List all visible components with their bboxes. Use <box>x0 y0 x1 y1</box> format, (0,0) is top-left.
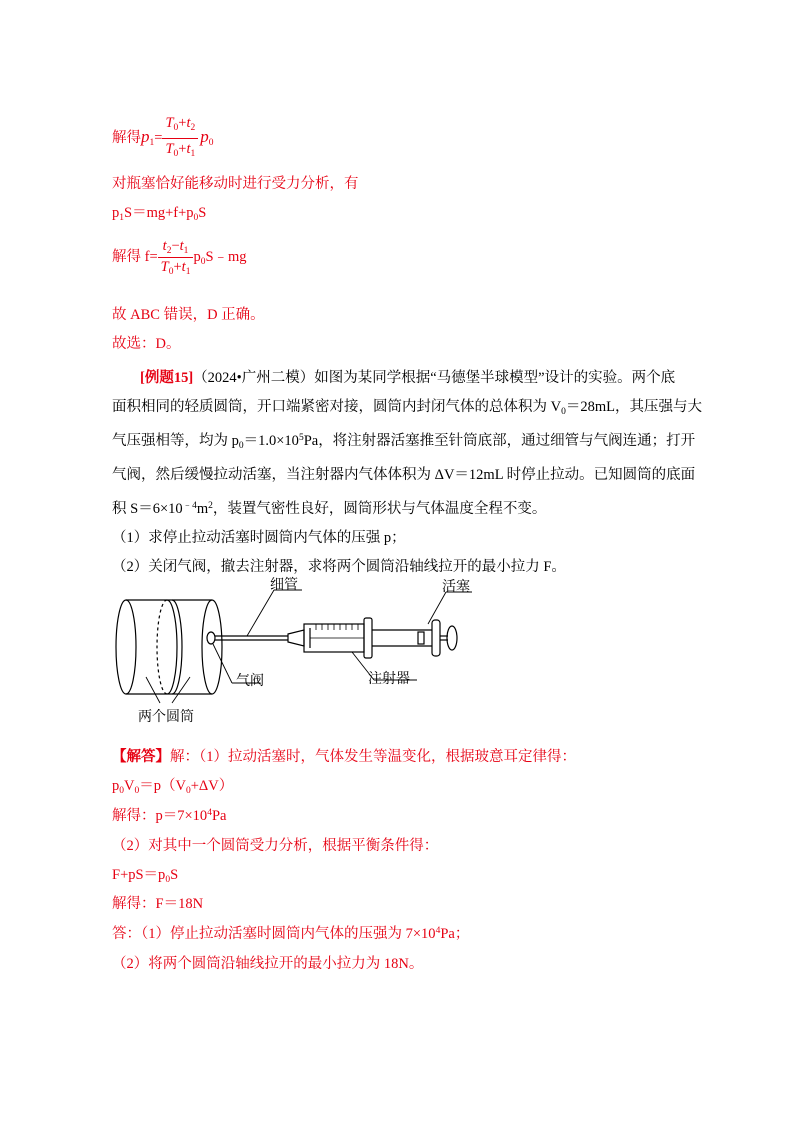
answer-result2: 解得：F＝18N <box>112 896 204 912</box>
cylinder-left-end <box>116 600 136 694</box>
text: S <box>198 205 207 221</box>
sub: 0 <box>185 786 191 796</box>
text: Pa <box>211 808 227 824</box>
text: 气压强相等，均为 p <box>112 433 239 449</box>
example-line-4: 气阀，然后缓慢拉动活塞，当注射器内气体体积为 ΔV＝12mL 时停止拉动。已知圆筒的底面 <box>112 467 696 483</box>
solution-line-conclusion: 故 ABC 错误，D 正确。 <box>112 307 265 323</box>
sup: 2 <box>208 501 213 511</box>
var-t: t <box>181 259 186 275</box>
syringe-flange <box>364 618 372 658</box>
text: p <box>112 778 120 794</box>
answer-intro <box>112 745 576 766</box>
var-p: p <box>200 126 209 146</box>
label-cylinders: 两个圆筒 <box>138 709 194 725</box>
sub: 0 <box>193 213 199 223</box>
sub: 2 <box>190 123 196 133</box>
cylinder-joint-hidden <box>157 600 167 694</box>
var-T: T <box>160 259 169 275</box>
var-t: t <box>179 238 184 254</box>
label-syringe: 注射器 <box>368 671 410 687</box>
text: 面积相同的轻质圆筒，开口端紧密对接，圆筒内封闭气体的总体积为 V <box>112 399 562 415</box>
text: F+pS＝p <box>112 867 166 883</box>
answer-eq2 <box>112 863 178 885</box>
sub: 2 <box>166 246 172 256</box>
text: S＝mg+f+p <box>124 205 194 221</box>
solution-line-f <box>112 238 247 277</box>
answer-final-1 <box>112 922 469 943</box>
sub: 0 <box>119 786 124 796</box>
example-line-2 <box>112 395 702 417</box>
op: + <box>178 115 187 131</box>
example-line-1 <box>140 366 675 387</box>
sub: 0 <box>173 149 179 159</box>
plunger-joint <box>418 632 424 644</box>
text: 积 S＝6×10 <box>112 501 183 517</box>
sub: 0 <box>165 875 171 885</box>
example-line-3 <box>112 429 695 451</box>
cylinder-right-end <box>202 600 222 694</box>
text: m <box>196 501 209 517</box>
sup: 4 <box>207 808 212 818</box>
text: 答：（1）停止拉动活塞时圆筒内气体的压强为 7×10 <box>112 926 436 942</box>
text: Pa； <box>440 926 470 942</box>
text: ，装置气密性良好，圆筒形状与气体温度全程不变。 <box>212 501 547 517</box>
sub: 1 <box>149 137 155 148</box>
leader-tube <box>247 590 274 636</box>
sub: 1 <box>183 246 189 256</box>
sub: 1 <box>119 213 124 223</box>
var-T: T <box>165 141 174 157</box>
text: S <box>170 867 179 883</box>
leader-cylinder-2 <box>172 677 190 703</box>
var-t: t <box>186 115 191 131</box>
piston-head <box>432 620 440 656</box>
fraction-p1 <box>162 114 198 163</box>
eq-sign: = <box>154 129 163 146</box>
text: 解：（1）拉动活塞时，气体发生等温变化，根据玻意耳定律得： <box>170 749 576 765</box>
text: S﹣mg <box>205 248 247 265</box>
text: Pa，将注射器活塞推至针筒底部，通过细管与气阀连通；打开 <box>303 433 696 449</box>
sup: 5 <box>298 433 304 443</box>
sub: 0 <box>173 123 179 133</box>
example-tag: [例题15] <box>140 370 194 386</box>
solution-line-p1 <box>112 114 213 163</box>
text: p <box>112 205 120 221</box>
leader-cylinder-1 <box>146 677 160 703</box>
example-line-5 <box>112 497 546 518</box>
label-thin-tube: 细管 <box>270 577 298 593</box>
syringe-nozzle <box>288 630 304 646</box>
answer-tag: 【解答】 <box>112 749 170 765</box>
answer-result1 <box>112 804 226 825</box>
text: V <box>124 778 135 794</box>
var-T: T <box>165 115 174 131</box>
op: − <box>171 238 180 254</box>
op: + <box>178 141 187 157</box>
cylinder-joint <box>167 600 177 694</box>
text-prefix: 解得 f= <box>112 248 158 265</box>
text: p <box>193 248 201 265</box>
solution-line-choice: 故选：D。 <box>112 336 181 352</box>
sub: 1 <box>190 149 196 159</box>
label-piston: 活塞 <box>442 579 470 595</box>
solution-line-force-eq <box>112 201 206 223</box>
sub: 0 <box>561 407 566 417</box>
question-1: （1）求停止拉动活塞时圆筒内气体的压强 p； <box>112 530 406 546</box>
solution-line-force-analysis: 对瓶塞恰好能移动时进行受力分析，有 <box>112 176 359 192</box>
label-valve: 气阀 <box>236 673 264 689</box>
sub: 1 <box>185 267 191 277</box>
answer-part2: （2）对其中一个圆筒受力分析，根据平衡条件得： <box>112 838 439 854</box>
text: ＝28mL，其压强与大 <box>565 399 702 415</box>
apparatus-figure <box>112 578 512 724</box>
question-2: （2）关闭气阀，撤去注射器，求将两个圆筒沿轴线拉开的最小拉力 F。 <box>112 559 566 575</box>
leader-piston <box>428 592 446 624</box>
sup: 4 <box>435 926 441 936</box>
text: 解得：p＝7×10 <box>112 808 208 824</box>
op: + <box>173 259 182 275</box>
valve-icon <box>207 632 215 644</box>
sup: ﹣4 <box>182 501 197 511</box>
sub: 0 <box>238 441 244 451</box>
text: ＝1.0×10 <box>243 433 299 449</box>
text: （2024•广州二模）如图为某同学根据“马德堡半球模型”设计的实验。两个底 <box>193 370 676 386</box>
plunger-thumb <box>447 626 457 650</box>
answer-eq1 <box>112 774 233 796</box>
syringe-scale <box>316 624 358 630</box>
text: ＝p（V <box>139 778 186 794</box>
sub: 0 <box>200 256 206 267</box>
var-p: p <box>141 126 150 146</box>
answer-final-2: （2）将两个圆筒沿轴线拉开的最小拉力为 18N。 <box>112 956 424 972</box>
fraction-f <box>158 238 194 277</box>
var-t: t <box>186 141 191 157</box>
sub: 0 <box>208 137 214 148</box>
var-t: t <box>162 238 167 254</box>
text-prefix: 解得 <box>112 129 141 146</box>
sub: 0 <box>134 786 140 796</box>
sub: 0 <box>168 267 174 277</box>
text: +ΔV） <box>190 778 234 794</box>
apparatus-drawing <box>112 578 512 724</box>
